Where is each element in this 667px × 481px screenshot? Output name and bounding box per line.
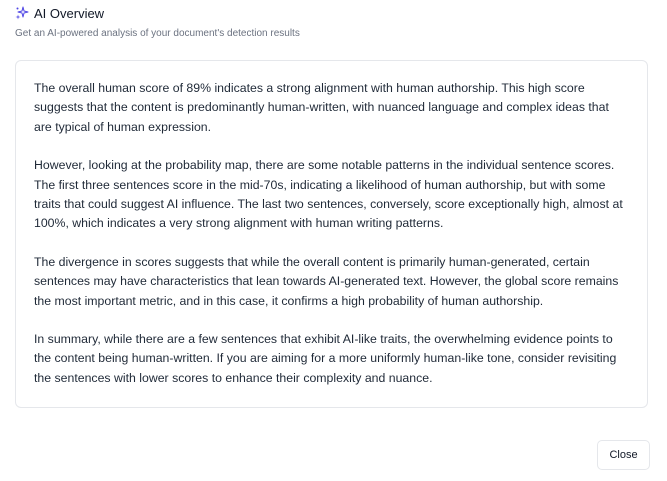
analysis-paragraph: However, looking at the probability map, there are some notable patterns in the individual sentence scores. The first three sentences score in the mid-70s, indicating a likelihood of human authorship, but with some traits that could suggest AI influence. The last two sentences, conversely, score exceptionally high, almost at 100%, which indicates a very strong alignment with human writing patterns. [34, 158, 623, 231]
analysis-paragraph: The overall human score of 89% indicates a strong alignment with human authorship. This high score suggests that the content is predominantly human-written, with nuanced language and complex ideas that are typical of human expression. [34, 81, 609, 134]
analysis-content-card [15, 60, 648, 408]
sparkle-icon [15, 6, 29, 20]
dialog-header [15, 4, 104, 22]
analysis-paragraph: In summary, while there are a few sentences that exhibit AI-like traits, the overwhelming evidence points to the content being human-written. If you are aiming for a more uniformly human-like tone, consider revisiting the sentences with lower scores to enhance their complexity and nuance. [34, 332, 617, 385]
analysis-paragraph: The divergence in scores suggests that while the overall content is primarily human-generated, certain sentences may have characteristics that lean towards AI-generated text. However, the global score remains the most important metric, and in this case, it confirms a high probability of human authorship. [34, 254, 619, 308]
dialog-subtitle: Get an AI-powered analysis of your document's detection results [15, 28, 300, 39]
dialog-title: AI Overview [34, 5, 105, 21]
close-button[interactable]: Close [597, 440, 650, 470]
